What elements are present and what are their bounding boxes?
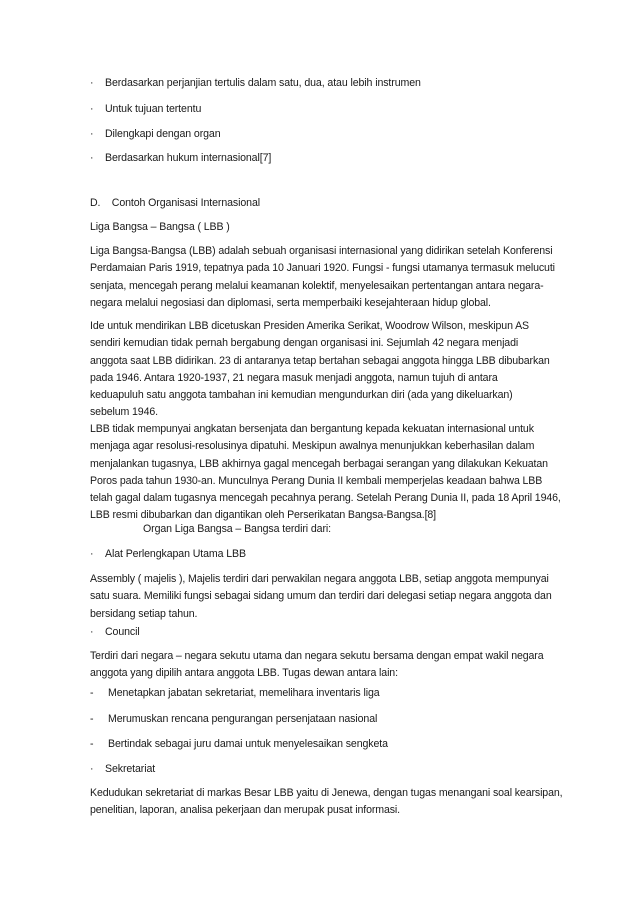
paragraph-line: sendiri kemudian tidak pernah bergabung dengan organisasi ini. Sejumlah 42 negara menjadi <box>90 337 519 350</box>
paragraph-line: senjata, mencegah perang melalui keamanan kolektif, menyelesaikan pertentangan antara negara- <box>90 279 544 292</box>
paragraph-line: bersidang setiap tahun. <box>90 607 198 620</box>
paragraph-line: anggota saat LBB didirikan. 23 di antaranya tetap bertahan sebagai anggota hingga LBB dibubarkan <box>90 354 550 367</box>
secretariat-paragraph <box>90 785 570 820</box>
bullet-mark: · <box>90 77 94 89</box>
paragraph-line: penelitian, laporan, analisa pekerjaan dan merupak pusat informasi. <box>90 804 400 817</box>
paragraph-line: Perdamaian Paris 1919, tepatnya pada 10 Januari 1920. Fungsi - fungsi utamanya termasuk melucuti <box>90 262 555 275</box>
dash-mark: - <box>90 687 94 699</box>
paragraph-line: negara melalui negosiasi dan diplomasi, serta memperbaiki kesejahteraan hidup global. <box>90 296 491 309</box>
bullet-mark: · <box>90 128 94 140</box>
council-title: Council <box>105 626 140 638</box>
dash-mark: - <box>90 713 94 725</box>
bullet-item-text: Berdasarkan hukum internasional[7] <box>105 152 272 164</box>
secretariat-title: Sekretariat <box>105 763 156 775</box>
bullet-mark: · <box>90 763 94 775</box>
bullet-mark: · <box>90 626 94 638</box>
paragraph-line: menjalankan tugasnya, LBB akhirnya gagal mencegah berbagai serangan yang dilakukan Kekuatan <box>90 457 548 470</box>
paragraph-line: Ide untuk mendirikan LBB dicetuskan Presiden Amerika Serikat, Woodrow Wilson, meskipun AS <box>90 320 529 332</box>
paragraph-line: Assembly ( majelis ), Majelis terdiri dari perwakilan negara anggota LBB, setiap anggota mempunyai <box>90 573 549 585</box>
council-task: Bertindak sebagai juru damai untuk menyelesaikan sengketa <box>108 738 388 750</box>
council-task: Merumuskan rencana pengurangan persenjataan nasional <box>108 713 378 725</box>
assembly-paragraph <box>90 571 570 623</box>
paragraph-3 <box>90 421 570 525</box>
paragraph-line: anggota yang dipilih antara anggota LBB. Tugas dewan antara lain: <box>90 667 398 680</box>
bullet-mark: · <box>90 548 94 560</box>
paragraph-line: sebelum 1946. <box>90 406 158 419</box>
paragraph-line: Poros pada tahun 1930-an. Munculnya Perang Dunia II kembali memperjelas keadaan bahwa LBB <box>90 474 543 487</box>
dash-mark: - <box>90 738 94 750</box>
paragraph-line: LBB tidak mempunyai angkatan bersenjata dan bergantung kepada kekuatan internasional untuk <box>90 423 534 435</box>
paragraph-line: satu suara. Memiliki fungsi sebagai sidang umum dan terdiri dari delegasi setiap negara anggota dan <box>90 590 552 603</box>
organ-heading: Organ Liga Bangsa – Bangsa terdiri dari: <box>143 523 331 535</box>
council-paragraph <box>90 648 570 683</box>
paragraph-line: telah gagal dalam tugasnya mencegah pecahnya perang. Setelah Perang Dunia II, pada 18 April 1946, <box>90 492 561 505</box>
bullet-item-text: Untuk tujuan tertentu <box>105 103 202 115</box>
bullet-item-text: Dilengkapi dengan organ <box>105 128 221 140</box>
paragraph-line: Liga Bangsa-Bangsa (LBB) adalah sebuah organisasi internasional yang didirikan setelah Konferensi <box>90 245 553 257</box>
assembly-title: Alat Perlengkapan Utama LBB <box>105 548 246 560</box>
paragraph-line: menjaga agar resolusi-resolusinya dipatuhi. Meskipun awalnya menunjukkan keberhasilan dalam <box>90 440 535 453</box>
bullet-mark: · <box>90 152 94 164</box>
bullet-item-text: Berdasarkan perjanjian tertulis dalam satu, dua, atau lebih instrumen <box>105 77 421 89</box>
section-heading: D. Contoh Organisasi Internasional <box>90 197 261 209</box>
council-task: Menetapkan jabatan sekretariat, memelihara inventaris liga <box>108 687 380 699</box>
paragraph-line: keduapuluh satu anggota tambahan ini kemudian mengundurkan diri (ada yang dikeluarkan) <box>90 389 513 402</box>
paragraph-line: Kedudukan sekretariat di markas Besar LBB yaitu di Jenewa, dengan tugas menangani soal kearsipan, <box>90 787 563 799</box>
paragraph-1 <box>90 243 570 312</box>
bullet-mark: · <box>90 103 94 115</box>
paragraph-line: LBB resmi dibubarkan dan digantikan oleh Perserikatan Bangsa-Bangsa.[8] <box>90 509 437 522</box>
paragraph-line: Terdiri dari negara – negara sekutu utama dan negara sekutu bersama dengan empat wakil negara <box>90 650 544 662</box>
paragraph-line: pada 1946. Antara 1920-1937, 21 negara masuk menjadi anggota, namun tujuh di antara <box>90 371 498 384</box>
paragraph-2 <box>90 318 570 422</box>
subheading: Liga Bangsa – Bangsa ( LBB ) <box>90 221 230 233</box>
